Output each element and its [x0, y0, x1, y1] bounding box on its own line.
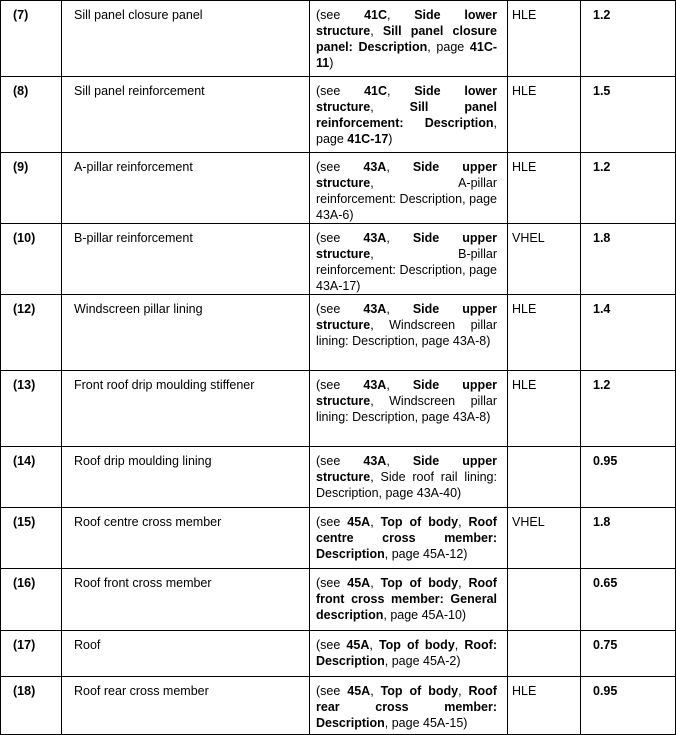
- reference-text: , page: [316, 116, 497, 146]
- reference-text: , page 45A-15): [384, 716, 468, 730]
- reference-bold-text: Roof front cross member: General description: [316, 576, 497, 622]
- reference-text: (see: [316, 8, 365, 22]
- reference-text: ,: [386, 302, 413, 316]
- reference-text: ,: [386, 454, 413, 468]
- part-number: (16): [1, 569, 62, 631]
- reference-bold-text: 41C-17: [347, 132, 389, 146]
- steel-grade: VHEL: [508, 508, 581, 569]
- steel-grade: HLE: [508, 1, 581, 77]
- thickness: 1.8: [581, 508, 676, 569]
- reference-text: (see: [316, 84, 365, 98]
- steel-grade: VHEL: [508, 224, 581, 295]
- reference-text: ,: [370, 684, 381, 698]
- reference-text: ,: [386, 160, 413, 174]
- steel-grade: HLE: [508, 77, 581, 153]
- reference: [310, 153, 508, 224]
- reference-bold-text: 43A: [363, 231, 387, 245]
- reference-bold-text: Top of body: [380, 684, 459, 698]
- reference-bold-text: 43A: [363, 160, 387, 174]
- reference-text: ,: [386, 378, 413, 392]
- reference-text: ,: [370, 24, 383, 38]
- reference-text: , Windscreen pillar lining: Description, page 43A-8): [316, 394, 497, 424]
- reference-text: ,: [387, 84, 415, 98]
- steel-grade: [508, 447, 581, 508]
- part-number: (18): [1, 677, 62, 735]
- reference-text: , page: [427, 40, 470, 54]
- part-number: (9): [1, 153, 62, 224]
- reference: [310, 447, 508, 508]
- part-name: Sill panel reinforcement: [62, 77, 310, 153]
- reference: [310, 631, 508, 677]
- reference-bold-text: 43A: [363, 302, 387, 316]
- reference-bold-text: Side lower structure: [316, 84, 497, 114]
- reference-bold-text: 41C-11: [316, 40, 498, 70]
- thickness: 1.2: [581, 1, 676, 77]
- thickness: 0.75: [581, 631, 676, 677]
- part-number: (14): [1, 447, 62, 508]
- table-body: [1, 1, 676, 735]
- reference-text: ,: [454, 638, 465, 652]
- reference-text: ,: [369, 638, 379, 652]
- reference-bold-text: Top of body: [380, 576, 459, 590]
- reference-text: , page 45A-12): [384, 547, 468, 561]
- reference-bold-text: Roof rear cross member: Description: [316, 684, 497, 730]
- table-row: [1, 371, 676, 447]
- reference-text: (see: [316, 638, 347, 652]
- reference-bold-text: 45A: [346, 638, 370, 652]
- thickness: 0.65: [581, 569, 676, 631]
- reference-bold-text: 43A: [363, 454, 387, 468]
- thickness: 1.8: [581, 224, 676, 295]
- reference: [310, 295, 508, 371]
- table-row: [1, 153, 676, 224]
- reference: [310, 569, 508, 631]
- reference-text: ): [329, 56, 334, 70]
- reference-text: ,: [370, 515, 381, 529]
- reference-text: ,: [386, 231, 413, 245]
- reference-text: , page 45A-2): [384, 654, 461, 668]
- reference-text: ,: [370, 576, 381, 590]
- part-number: (10): [1, 224, 62, 295]
- part-name: Front roof drip moulding stiffener: [62, 371, 310, 447]
- table-row: [1, 508, 676, 569]
- table-row: [1, 295, 676, 371]
- reference-bold-text: 45A: [347, 576, 371, 590]
- reference-bold-text: 45A: [347, 684, 371, 698]
- thickness: 1.5: [581, 77, 676, 153]
- table-row: [1, 447, 676, 508]
- reference-bold-text: Top of body: [380, 515, 459, 529]
- reference-text: (see: [316, 302, 364, 316]
- reference-bold-text: 41C: [364, 84, 387, 98]
- steel-grade: [508, 631, 581, 677]
- thickness: 1.2: [581, 153, 676, 224]
- reference-text: (see: [316, 684, 348, 698]
- reference-text: ): [388, 132, 393, 146]
- reference-bold-text: 41C: [364, 8, 387, 22]
- reference-bold-text: Roof centre cross member: Description: [316, 515, 497, 561]
- part-name: B-pillar reinforcement: [62, 224, 310, 295]
- table-row: [1, 677, 676, 735]
- part-name: Sill panel closure panel: [62, 1, 310, 77]
- reference-text: , B-pillar reinforcement: Description, page 43A-17): [316, 247, 497, 293]
- reference: [310, 1, 508, 77]
- reference-text: , A-pillar reinforcement: Description, page 43A-6): [316, 176, 497, 222]
- reference-bold-text: 43A: [363, 378, 387, 392]
- part-number: (15): [1, 508, 62, 569]
- reference-text: (see: [316, 231, 364, 245]
- reference-text: ,: [370, 100, 410, 114]
- reference-text: , page 45A-10): [383, 608, 467, 622]
- part-number: (17): [1, 631, 62, 677]
- reference-bold-text: Sill panel closure panel: Description: [316, 24, 497, 54]
- reference-text: ,: [458, 576, 469, 590]
- reference-bold-text: Side upper structure: [316, 302, 498, 332]
- part-name: Roof rear cross member: [62, 677, 310, 735]
- part-name: Roof front cross member: [62, 569, 310, 631]
- part-name: Roof drip moulding lining: [62, 447, 310, 508]
- part-number: (13): [1, 371, 62, 447]
- part-number: (12): [1, 295, 62, 371]
- reference: [310, 371, 508, 447]
- reference-text: , Side roof rail lining: Description, page 43A-40): [316, 470, 497, 500]
- table-row: [1, 77, 676, 153]
- steel-grade: [508, 569, 581, 631]
- thickness: 1.2: [581, 371, 676, 447]
- part-name: Windscreen pillar lining: [62, 295, 310, 371]
- reference: [310, 224, 508, 295]
- reference-bold-text: Top of body: [378, 638, 455, 652]
- reference: [310, 677, 508, 735]
- steel-grade: HLE: [508, 677, 581, 735]
- table-row: [1, 224, 676, 295]
- table-row: [1, 1, 676, 77]
- reference-bold-text: Side upper structure: [316, 454, 498, 484]
- table-row: [1, 631, 676, 677]
- table-row: [1, 569, 676, 631]
- reference: [310, 77, 508, 153]
- reference-bold-text: Sill panel reinforcement: Description: [316, 100, 497, 130]
- reference-text: (see: [316, 576, 348, 590]
- steel-grade: HLE: [508, 295, 581, 371]
- reference-text: , Windscreen pillar lining: Description, page 43A-8): [316, 318, 497, 348]
- reference-text: ,: [458, 515, 469, 529]
- reference-text: (see: [316, 454, 364, 468]
- reference-bold-text: Roof: Description: [316, 638, 497, 668]
- reference-text: ,: [387, 8, 415, 22]
- part-name: Roof centre cross member: [62, 508, 310, 569]
- reference-bold-text: 45A: [347, 515, 371, 529]
- reference-text: ,: [458, 684, 469, 698]
- reference-text: (see: [316, 515, 348, 529]
- thickness: 0.95: [581, 447, 676, 508]
- thickness: 0.95: [581, 677, 676, 735]
- reference-bold-text: Side lower structure: [316, 8, 497, 38]
- part-name: A-pillar reinforcement: [62, 153, 310, 224]
- reference-bold-text: Side upper structure: [316, 378, 498, 408]
- part-number: (7): [1, 1, 62, 77]
- reference-bold-text: Side upper structure: [316, 160, 498, 190]
- reference-text: (see: [316, 160, 364, 174]
- reference-bold-text: Side upper structure: [316, 231, 498, 261]
- steel-grade: HLE: [508, 153, 581, 224]
- steel-grade: HLE: [508, 371, 581, 447]
- thickness: 1.4: [581, 295, 676, 371]
- part-name: Roof: [62, 631, 310, 677]
- part-number: (8): [1, 77, 62, 153]
- reference-text: (see: [316, 378, 364, 392]
- reference: [310, 508, 508, 569]
